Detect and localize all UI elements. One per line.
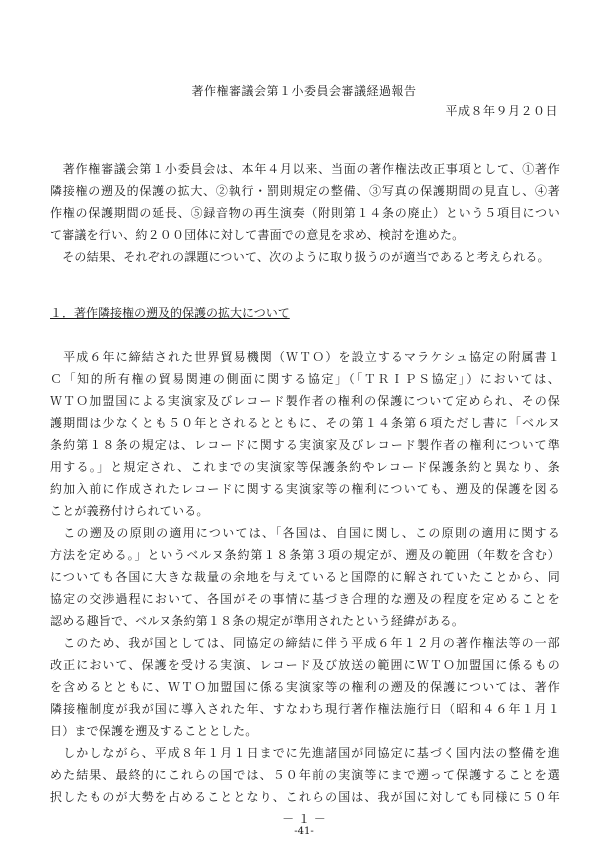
body-line: めた結果、最終的にこれらの国では、５０年前の実演等にまで遡って保護することを選 [50,768,560,782]
body-line: 護期間は少なくとも５０年とされるとともに、その第１４条第６項ただし書に「ベルヌ [50,416,560,430]
intro-line: 作権の保護期間の延長、⑤録音物の再生演奏（附則第１４条の廃止）という５項目につい [50,206,560,220]
page-number: － １ － [282,812,326,826]
body-line: 認める趣旨で、ベルヌ条約第１８条の規定が準用されたという経緯がある。 [50,614,465,628]
body-line: を含めるとともに、ＷＴＯ加盟国に係る実演家等の権利の遡及的保護については、著作 [50,680,560,694]
body-line: 隣接権制度が我が国に導入された年、すなわち現行著作権法施行日（昭和４６年１月１ [50,702,560,716]
intro-line: その結果、それぞれの課題について、次のように取り扱うのが適当であると考えられる。 [50,250,550,264]
body-line: 平成６年に締結された世界貿易機関（ＷＴＯ）を設立するマラケシュ協定の附属書１ [50,350,560,364]
body-line: 日）まで保護を遡及することとした。 [50,724,258,738]
body-line: この遡及の原則の適用については、「各国は、自国に関し、この原則の適用に関する [50,526,560,540]
document-title: 著作権審議会第１小委員会審議経過報告 [191,84,417,98]
intro-line: て審議を行い、約２００団体に対して書面での意見を求め、検討を進めた。 [50,228,465,242]
section-heading: １．著作隣接権の遡及的保護の拡大について [50,306,290,320]
body-line: についても各国に大きな裁量の余地を与えていると国際的に解されていたことから、同 [50,570,560,584]
document-date: 平成８年９月２０日 [445,104,558,118]
intro-line: 著作権審議会第１小委員会は、本年４月以来、当面の著作権法改正事項として、①著作 [50,162,560,176]
body-line: 条約第１８条の規定は、レコードに関する実演家及びレコード製作者の権利について準 [50,438,560,452]
body-line: このため、我が国としては、同協定の締結に伴う平成６年１２月の著作権法等の一部 [50,636,560,650]
intro-line: 隣接権の遡及的保護の拡大、②執行・罰則規定の整備、③写真の保護期間の見直し、④著 [50,184,560,198]
body-line: 方法を定める。」というベルヌ条約第１８条第３項の規定が、遡及の範囲（年数を含む） [50,548,560,562]
body-line: しかしながら、平成８年１月１日までに先進諸国が同協定に基づく国内法の整備を進 [50,746,560,760]
body-line: Ｃ「知的所有権の貿易関連の側面に関する協定」（「ＴＲＩＰＳ協定」）においては、 [50,372,560,386]
body-line: 協定の交渉過程において、各国がその事情に基づき合理的な遡及の程度を定めることを [50,592,560,606]
body-line: ＷＴＯ加盟国による実演家及びレコード製作者の権利の保護について定められ、その保 [50,394,560,408]
body-line: 約加入前に作成されたレコードに関する実演家等の権利についても、遡及的保護を図る [50,482,560,496]
body-line: 用する。」と規定され、これまでの実演家等保護条約やレコード保護条約と異なり、条 [50,460,560,474]
body-line: 改正において、保護を受ける実演、レコード及び放送の範囲にＷＴＯ加盟国に係るもの [50,658,560,672]
body-line: ことが義務付けられている。 [50,504,209,518]
page-number-alt: -41- [294,826,314,837]
body-line: 択したものが大勢を占めることとなり、これらの国は、我が国に対しても同様に５０年 [50,790,560,804]
